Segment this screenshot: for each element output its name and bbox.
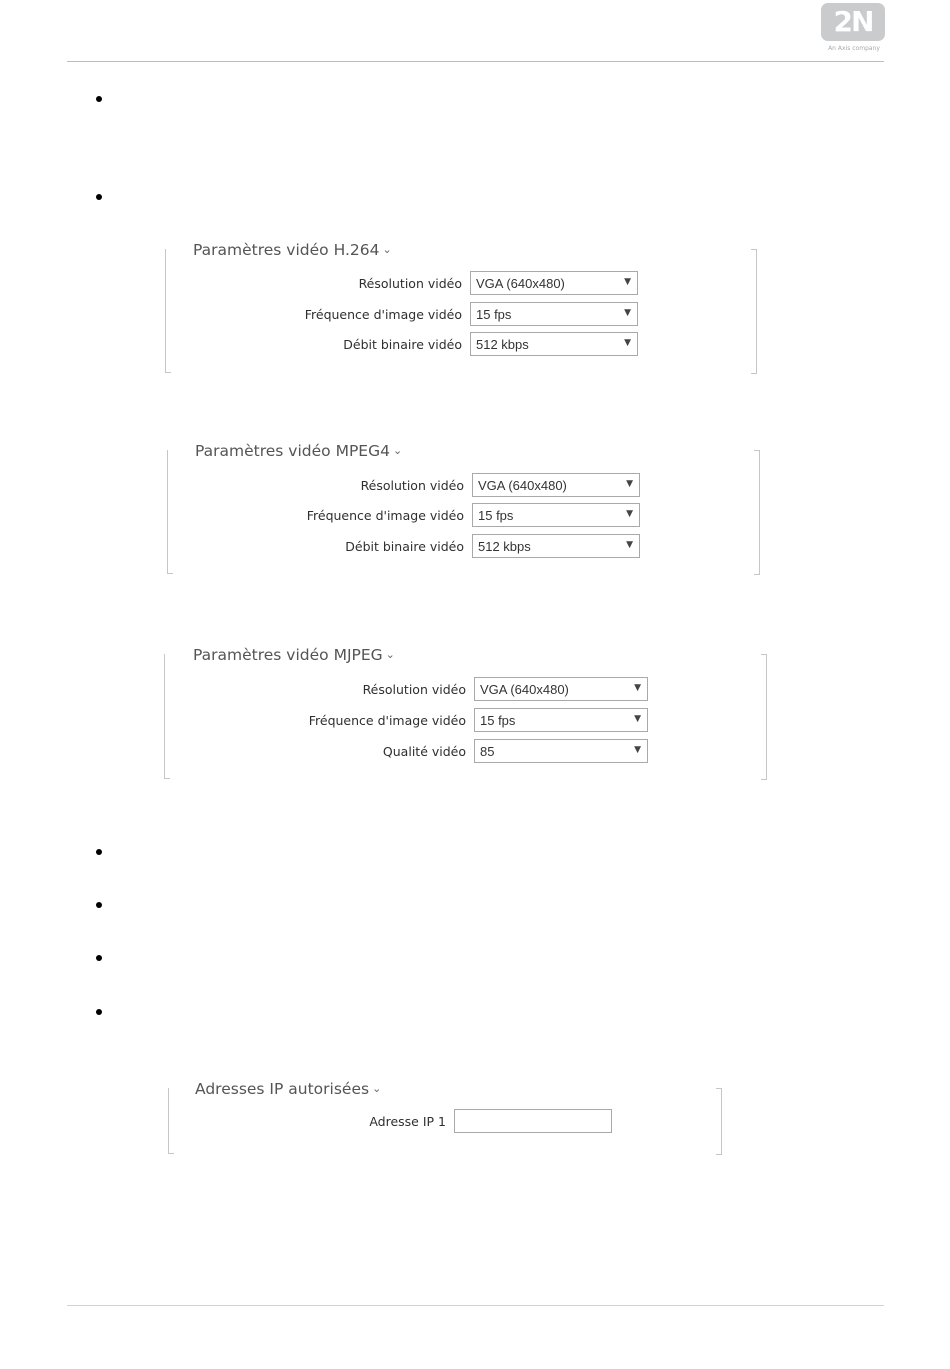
row-frame-rate <box>164 708 466 734</box>
dropdown-arrow-icon: ▼ <box>634 745 641 755</box>
dropdown-arrow-icon: ▼ <box>624 308 631 318</box>
logo-subtext: An Axis company <box>828 45 880 52</box>
chevron-down-icon: ⌄ <box>385 648 395 661</box>
brand-logo <box>821 3 885 41</box>
dropdown-arrow-icon: ▼ <box>624 277 631 287</box>
field-label: Fréquence d'image vidéo <box>306 508 464 523</box>
row-frame-rate <box>165 302 462 328</box>
video-quality-select[interactable]: 85 ▼ <box>474 739 648 763</box>
bullet-5 <box>96 955 102 961</box>
row-video-resolution <box>165 271 462 297</box>
panel-title[interactable]: Paramètres vidéo MJPEG ⌄ <box>193 646 395 664</box>
frame-rate-select[interactable]: 15 fps ▼ <box>470 302 638 326</box>
row-ip-address-1 <box>168 1109 446 1135</box>
bullet-4 <box>96 902 102 908</box>
bullet-2 <box>96 194 102 200</box>
field-label: Qualité vidéo <box>382 744 466 759</box>
video-resolution-select[interactable]: VGA (640x480) ▼ <box>472 473 640 497</box>
field-label: Résolution vidéo <box>360 478 464 493</box>
bullet-3 <box>96 849 102 855</box>
bullet-1 <box>96 96 102 102</box>
dropdown-arrow-icon: ▼ <box>634 714 641 724</box>
row-video-resolution <box>167 473 464 499</box>
field-label: Fréquence d'image vidéo <box>308 713 466 728</box>
chevron-down-icon: ⌄ <box>382 243 392 256</box>
row-video-resolution <box>164 677 466 703</box>
chevron-down-icon: ⌄ <box>392 444 403 457</box>
row-frame-rate <box>167 503 464 529</box>
chevron-down-icon: ⌄ <box>372 1082 382 1095</box>
panel-h264 <box>165 241 757 372</box>
panel-mjpeg <box>164 646 767 778</box>
panel-title[interactable]: Paramètres vidéo H.264 ⌄ <box>193 241 392 259</box>
video-resolution-select[interactable]: VGA (640x480) ▼ <box>474 677 648 701</box>
dropdown-arrow-icon: ▼ <box>626 479 633 489</box>
panel-mpeg4 <box>167 442 760 573</box>
frame-rate-select[interactable]: 15 fps ▼ <box>474 708 648 732</box>
dropdown-arrow-icon: ▼ <box>624 338 631 348</box>
bitrate-select[interactable]: 512 kbps ▼ <box>470 332 638 356</box>
dropdown-arrow-icon: ▼ <box>634 683 641 693</box>
field-label: Adresse IP 1 <box>369 1114 446 1129</box>
dropdown-arrow-icon: ▼ <box>626 509 633 519</box>
field-label: Résolution vidéo <box>362 682 466 697</box>
field-label: Résolution vidéo <box>358 276 462 291</box>
panel-allowed-ips <box>168 1080 722 1153</box>
ip-address-1-input[interactable] <box>454 1109 612 1133</box>
row-bitrate <box>165 332 462 358</box>
row-video-quality <box>164 739 466 765</box>
row-bitrate <box>167 534 464 560</box>
field-label: Débit binaire vidéo <box>343 337 462 352</box>
video-resolution-select[interactable]: VGA (640x480) ▼ <box>470 271 638 295</box>
bullet-6 <box>96 1009 102 1015</box>
field-label: Fréquence d'image vidéo <box>304 307 462 322</box>
footer-divider <box>67 1305 884 1306</box>
field-label: Débit binaire vidéo <box>345 539 464 554</box>
dropdown-arrow-icon: ▼ <box>626 540 633 550</box>
panel-title[interactable]: Adresses IP autorisées ⌄ <box>195 1080 382 1098</box>
logo-text: 2N <box>833 5 873 38</box>
frame-rate-select[interactable]: 15 fps ▼ <box>472 503 640 527</box>
bitrate-select[interactable]: 512 kbps ▼ <box>472 534 640 558</box>
header-divider <box>67 61 884 62</box>
panel-title[interactable]: Paramètres vidéo MPEG4 ⌄ <box>195 442 403 460</box>
